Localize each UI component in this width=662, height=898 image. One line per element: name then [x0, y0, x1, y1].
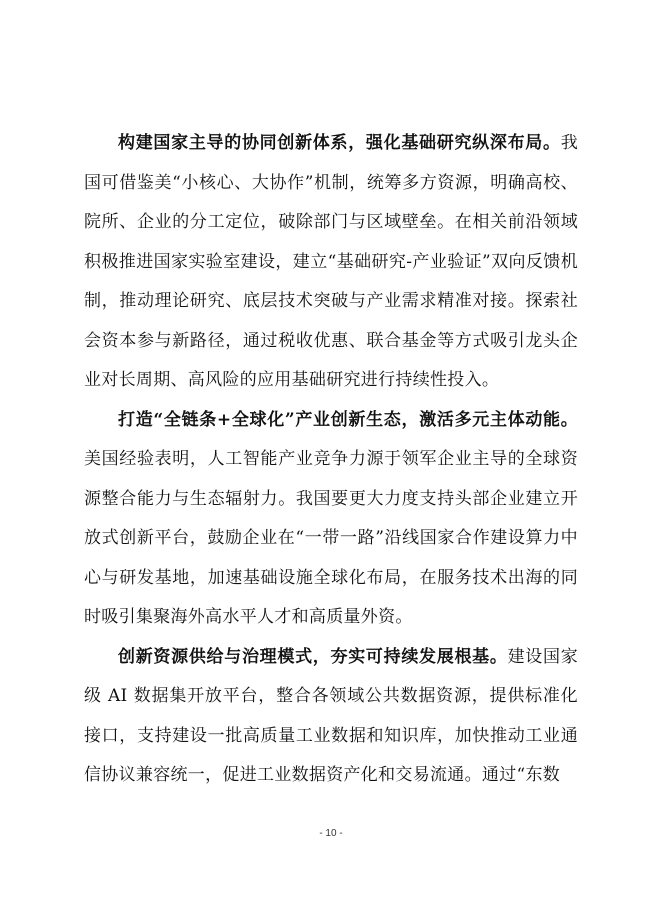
paragraph-lead: 打造“全链条+全球化”产业创新生态，激活多元主体动能。 [118, 409, 578, 430]
document-body [84, 124, 578, 796]
page-number: - 10 - [319, 828, 343, 839]
paragraph-lead: 创新资源供给与治理模式，夯实可持续发展根基。 [118, 646, 508, 667]
paragraph-text: 我国可借鉴美“小核心、大协作”机制，统筹多方资源，明确高校、院所、企业的分工定位，破除部门与区域壁垒。在相关前沿领域积极推进国家实验室建设，建立“基础研究-产业验证”双向反馈机制，推动理论研究、底层技术突破与产业需求精准对接。探索社会资本参与新路径，通过税收优惠、联合基金等方式吸引龙头企业对长周期、高风险的应用基础研究进行持续性投入。 [84, 133, 578, 390]
paragraph-innovation-ecosystem [84, 401, 578, 638]
paragraph-text: 建设国家级 AI 数据集开放平台，整合各领域公共数据资源，提供标准化接口，支持建设一批高质量工业数据和知识库，加快推动工业通信协议兼容统一，促进工业数据资产化和交易流通。通过“东数 [84, 646, 579, 785]
paragraph-text: 美国经验表明，人工智能产业竞争力源于领军企业主导的全球资源整合能力与生态辐射力。我国要更大力度支持头部企业建立开放式创新平台，鼓励企业在“一带一路”沿线国家合作建设算力中心与研发基地，加速基础设施全球化布局，在服务技术出海的同时吸引集聚海外高水平人才和高质量外资。 [84, 449, 578, 627]
paragraph-basic-research [84, 124, 578, 401]
paragraph-resource-governance [84, 638, 578, 796]
paragraph-lead: 构建国家主导的协同创新体系，强化基础研究纵深布局。 [118, 133, 561, 153]
